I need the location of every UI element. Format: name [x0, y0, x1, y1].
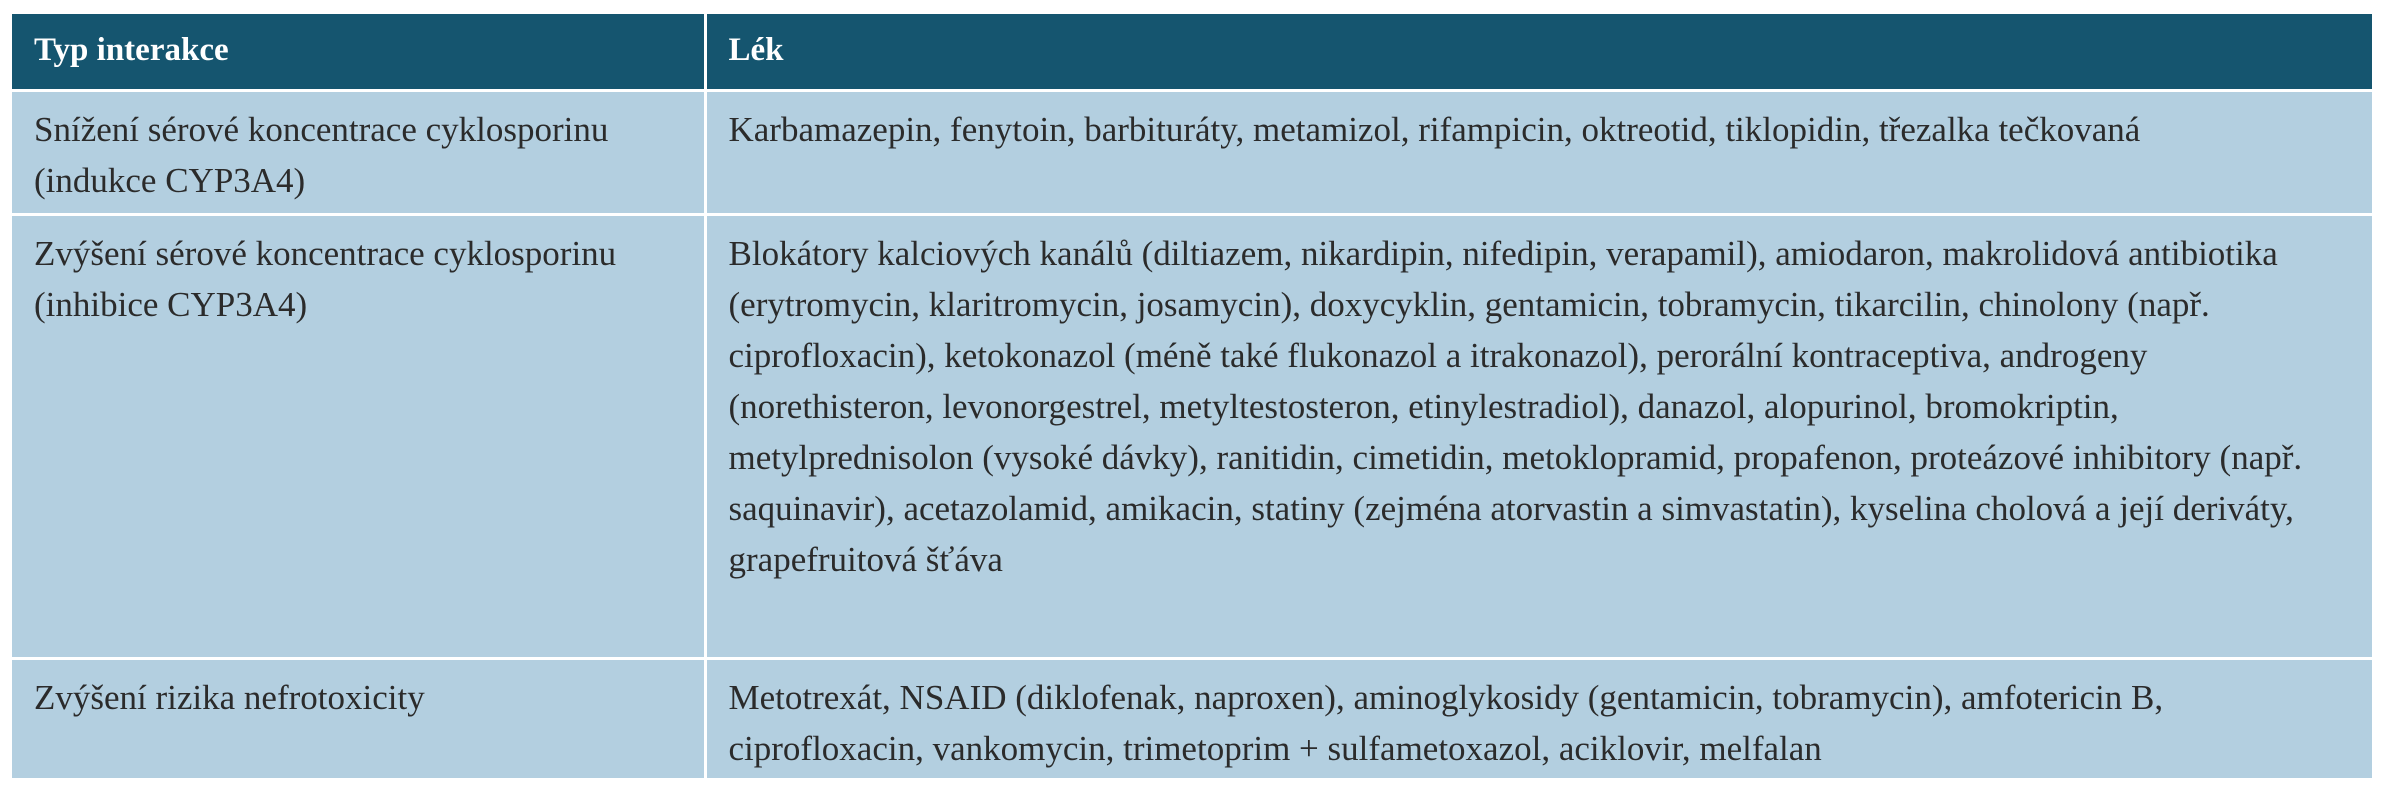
interaction-type-cell: Zvýšení sérové koncentrace cyklosporinu (inhibice CYP3A4)	[12, 214, 705, 658]
drug-interaction-table	[12, 14, 2372, 778]
table-row	[12, 90, 2372, 214]
header-drug: Lék	[705, 14, 2372, 90]
table-header	[12, 14, 2372, 90]
drug-list-cell: Blokátory kalciových kanálů (diltiazem, nikardipin, nifedipin, verapamil), amiodaron, makrolidová antibiotika (erytromycin, klaritromycin, josamycin), doxycyklin, gentamicin, tobramycin, tikarcilin, chinolony (např. ciprofloxacin), ketokonazol (méně také flukonazol a itrakonazol), perorální kontraceptiva, androgeny (norethisteron, levonorgestrel, metyltestosteron, etinylestradiol), danazol, alopurinol, bromokriptin, metylprednisolon (vysoké dávky), ranitidin, cimetidin, metoklopramid, propafenon, proteázové inhibitory (např. saquinavir), acetazolamid, amikacin, statiny (zejména atorvastin a simvastatin), kyselina cholová a její deriváty, grapefruitová šťáva	[705, 214, 2372, 658]
interaction-type-cell: Zvýšení rizika nefrotoxicity	[12, 658, 705, 778]
header-interaction-type: Typ interakce	[12, 14, 705, 90]
interaction-table-container	[12, 14, 2372, 784]
table-row	[12, 214, 2372, 658]
drug-list-cell: Metotrexát, NSAID (diklofenak, naproxen), aminoglykosidy (gentamicin, tobramycin), amfotericin B, ciprofloxacin, vankomycin, trimetoprim + sulfametoxazol, aciklovir, melfalan	[705, 658, 2372, 778]
interaction-type-cell: Snížení sérové koncentrace cyklosporinu (indukce CYP3A4)	[12, 90, 705, 214]
header-row	[12, 14, 2372, 90]
table-row	[12, 658, 2372, 778]
drug-list-cell: Karbamazepin, fenytoin, barbituráty, metamizol, rifampicin, oktreotid, tiklopidin, třezalka tečkovaná	[705, 90, 2372, 214]
table-body	[12, 90, 2372, 778]
